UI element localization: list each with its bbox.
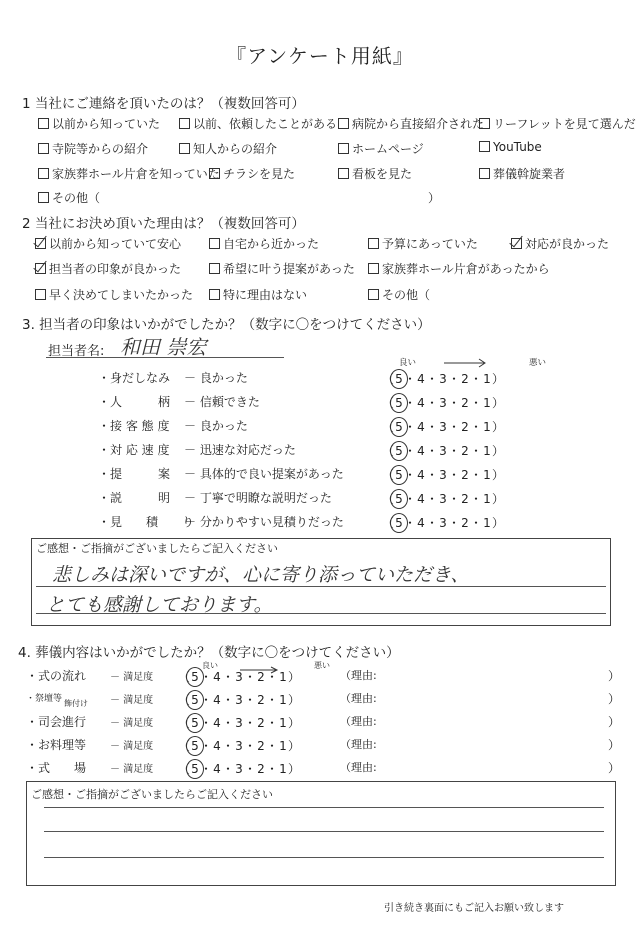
scale-dot: ・ (448, 420, 461, 434)
rating-2[interactable]: 2 (257, 762, 265, 776)
q3-rating-scale[interactable] (382, 417, 504, 437)
q3-row-description: － 良かった (184, 419, 248, 433)
scale-close-paren: ） (492, 420, 505, 434)
q1-option-label: 病院から直接紹介された (352, 117, 485, 131)
q4-reason-label: （理由: (340, 669, 377, 682)
rating-3[interactable]: 3 (439, 468, 447, 482)
q3-good-label: 良い (399, 358, 417, 368)
q1-option-label: ホームページ (352, 142, 424, 156)
q2-option-label: 予算にあっていた (382, 237, 478, 251)
scale-dot: ・ (426, 396, 439, 410)
scale-dot: ・ (426, 516, 439, 530)
scale-dot: ・ (222, 762, 235, 776)
checkbox[interactable] (179, 143, 190, 154)
rating-4[interactable]: 4 (417, 492, 425, 506)
q4-row-label-text: ・司会進行 (26, 715, 87, 729)
scale-dot: ・ (426, 492, 439, 506)
rating-3[interactable]: 3 (439, 420, 447, 434)
scale-dot: ・ (244, 716, 257, 730)
rating-3[interactable]: 3 (235, 670, 243, 684)
q3-row-description: － 丁寧で明瞭な説明だった (184, 491, 332, 505)
checkbox[interactable] (338, 143, 349, 154)
q4-rating-scale[interactable] (178, 667, 300, 687)
q4-row-label-text: ・祭壇等 (26, 694, 63, 704)
rating-5[interactable]: 5 (390, 441, 408, 461)
rating-2[interactable]: 2 (461, 516, 469, 530)
q4-reason-close: ） (608, 738, 621, 752)
q4-row-sublabel: 飾付け (64, 699, 89, 708)
rating-3[interactable]: 3 (235, 716, 243, 730)
rating-2[interactable]: 2 (461, 468, 469, 482)
staff-label: 担当者名: (48, 344, 105, 359)
rating-5[interactable]: 5 (390, 393, 408, 413)
q2-option-label: 自宅から近かった (223, 237, 320, 251)
q4-reason-label: （理由: (340, 761, 377, 774)
scale-dot: ・ (200, 693, 213, 707)
q2-option[interactable] (35, 286, 193, 303)
q4-bad-label: 悪い (314, 661, 330, 670)
rating-3[interactable]: 3 (235, 739, 243, 753)
q4-comment-rule-3 (44, 857, 604, 858)
rating-4[interactable]: 4 (213, 716, 221, 730)
scale-open-paren: （ (382, 372, 395, 386)
checkbox[interactable] (479, 118, 490, 129)
scale-dot: ・ (222, 716, 235, 730)
rating-2[interactable]: 2 (461, 372, 469, 386)
scale-close-paren: ） (492, 516, 505, 530)
scale-open-paren: （ (178, 693, 191, 707)
rating-1[interactable]: 1 (279, 670, 287, 684)
q1-other-close: ） (428, 191, 441, 205)
q2-option-label: 対応が良かった (525, 237, 610, 251)
scale-dot: ・ (266, 762, 279, 776)
q2-option-label: その他（ (382, 288, 431, 302)
q2-option[interactable] (35, 260, 181, 277)
checkbox[interactable] (368, 263, 379, 274)
scale-dot: ・ (404, 492, 417, 506)
checkbox[interactable] (479, 141, 490, 152)
q1-heading: 1 当社にご連絡を頂いたのは？（複数回答可） (22, 96, 305, 112)
q4-reason-close: ） (608, 715, 621, 729)
scale-dot: ・ (200, 716, 213, 730)
rating-3[interactable]: 3 (439, 372, 447, 386)
rating-5[interactable]: 5 (390, 513, 408, 533)
rating-2[interactable]: 2 (461, 420, 469, 434)
checkbox[interactable] (209, 238, 220, 249)
q1-option-label: 葬儀斡旋業者 (493, 167, 566, 181)
checkbox[interactable] (35, 263, 46, 274)
scale-dot: ・ (244, 670, 257, 684)
rating-2[interactable]: 2 (257, 716, 265, 730)
checkbox[interactable] (209, 263, 220, 274)
q4-row-label (26, 736, 86, 753)
q4-row-label (26, 667, 86, 684)
q4-satisfaction-label: － 満足度 (110, 718, 154, 729)
q2-option[interactable] (511, 235, 609, 252)
q4-row-label-text: ・お料理等 (26, 738, 87, 752)
scale-dot: ・ (404, 396, 417, 410)
checkbox[interactable] (368, 238, 379, 249)
q1-option[interactable] (38, 115, 160, 132)
rating-1[interactable]: 1 (483, 396, 491, 410)
q4-row-label (26, 759, 86, 776)
rating-5[interactable]: 5 (390, 369, 408, 389)
q3-comment-line-1: 悲しみは深いですが、心に寄り添っていただき、 (52, 564, 470, 586)
rating-1[interactable]: 1 (279, 716, 287, 730)
checkbox[interactable] (368, 289, 379, 300)
q2-option-label: 家族葬ホール片倉があったから (382, 262, 550, 276)
q4-satisfaction-label: － 満足度 (110, 695, 154, 706)
q2-option[interactable] (209, 235, 319, 252)
checkbox[interactable] (38, 118, 49, 129)
rating-3[interactable]: 3 (235, 762, 243, 776)
q2-option-label: 以前から知っていて安心 (49, 237, 182, 251)
rating-5[interactable]: 5 (390, 417, 408, 437)
scale-dot: ・ (470, 516, 483, 530)
q4-comment-rule-2 (44, 831, 604, 832)
scale-close-paren: ） (288, 670, 301, 684)
scale-dot: ・ (448, 372, 461, 386)
q1-option[interactable] (338, 165, 412, 182)
scale-close-paren: ） (288, 739, 301, 753)
scale-open-paren: （ (178, 716, 191, 730)
scale-dot: ・ (448, 396, 461, 410)
scale-dot: ・ (470, 420, 483, 434)
q3-comment-line-2: とても感謝しております。 (46, 594, 273, 616)
scale-close-paren: ） (492, 492, 505, 506)
rating-1[interactable]: 1 (279, 739, 287, 753)
rating-4[interactable]: 4 (213, 762, 221, 776)
q2-option-label: 特に理由はない (223, 288, 308, 302)
scale-dot: ・ (426, 420, 439, 434)
q1-option[interactable] (38, 189, 100, 206)
q1-option-label: その他（ (52, 191, 101, 205)
q2-option-label: 早く決めてしまいたかった (49, 288, 194, 302)
rating-2[interactable]: 2 (461, 444, 469, 458)
rating-3[interactable]: 3 (235, 693, 243, 707)
scale-dot: ・ (448, 444, 461, 458)
q1-option[interactable] (479, 165, 565, 182)
q4-heading: 4. 葬儀内容はいかがでしたか？（数字に〇をつけてください） (18, 645, 400, 661)
q4-satisfaction-label: － 満足度 (110, 672, 154, 683)
q3-row-label: ・人 柄 (98, 395, 171, 409)
q1-option[interactable] (38, 165, 220, 182)
q4-rating-scale[interactable] (178, 736, 300, 756)
q3-heading: 3. 担当者の印象はいかがでしたか？（数字に〇をつけてください） (22, 317, 431, 333)
scale-dot: ・ (404, 420, 417, 434)
scale-close-paren: ） (288, 693, 301, 707)
q3-row-label: ・提 案 (98, 467, 171, 481)
checkbox[interactable] (479, 168, 490, 179)
q1-option[interactable] (179, 115, 337, 132)
q1-option-label: 看板を見た (352, 167, 413, 181)
rating-4[interactable]: 4 (417, 396, 425, 410)
scale-close-paren: ） (288, 716, 301, 730)
rating-3[interactable]: 3 (439, 444, 447, 458)
rating-2[interactable]: 2 (257, 739, 265, 753)
rating-4[interactable]: 4 (417, 468, 425, 482)
rating-5[interactable]: 5 (390, 465, 408, 485)
q4-reason-label: （理由: (340, 738, 377, 751)
q1-option-label: リーフレットを見て選んだ (493, 117, 636, 131)
scale-dot: ・ (426, 468, 439, 482)
q4-comment-rule-1 (44, 807, 604, 808)
checkbox[interactable] (35, 289, 46, 300)
scale-dot: ・ (470, 396, 483, 410)
scale-open-paren: （ (178, 739, 191, 753)
scale-dot: ・ (266, 670, 279, 684)
scale-dot: ・ (404, 516, 417, 530)
scale-dot: ・ (470, 444, 483, 458)
scale-close-paren: ） (492, 396, 505, 410)
q2-option[interactable] (35, 235, 181, 252)
q4-reason-close: ） (608, 692, 621, 706)
checkbox[interactable] (38, 143, 49, 154)
staff-underline (46, 357, 284, 358)
rating-4[interactable]: 4 (417, 372, 425, 386)
checkbox[interactable] (209, 289, 220, 300)
rating-1[interactable]: 1 (483, 372, 491, 386)
q3-row-description: － 具体的で良い提案があった (184, 467, 344, 481)
rating-4[interactable]: 4 (417, 444, 425, 458)
scale-close-paren: ） (492, 468, 505, 482)
checkbox[interactable] (338, 168, 349, 179)
q3-row-description: － 分かりやすい見積りだった (184, 515, 344, 529)
scale-dot: ・ (266, 693, 279, 707)
q3-row-label: ・身だしなみ (98, 371, 171, 385)
rating-1[interactable]: 1 (279, 762, 287, 776)
scale-open-paren: （ (382, 516, 395, 530)
checkbox[interactable] (179, 118, 190, 129)
scale-dot: ・ (222, 739, 235, 753)
q2-option[interactable] (209, 286, 307, 303)
scale-close-paren: ） (492, 372, 505, 386)
q4-rating-scale[interactable] (178, 690, 300, 710)
q3-rating-scale[interactable] (382, 393, 504, 413)
q1-option-label: チラシを見た (223, 167, 296, 181)
q3-rating-scale[interactable] (382, 489, 504, 509)
q4-satisfaction-label: － 満足度 (110, 764, 154, 775)
rating-3[interactable]: 3 (439, 516, 447, 530)
staff-name: 和田 崇宏 (120, 335, 207, 359)
q3-arrow-icon (444, 353, 488, 363)
q1-option[interactable] (209, 165, 295, 182)
q1-option[interactable] (338, 115, 484, 132)
q1-option[interactable] (179, 140, 277, 157)
scale-dot: ・ (200, 739, 213, 753)
q3-rating-scale[interactable] (382, 369, 504, 389)
scale-dot: ・ (244, 762, 257, 776)
rating-1[interactable]: 1 (483, 420, 491, 434)
q4-satisfaction-text: 満足度 (123, 718, 154, 729)
rating-4[interactable]: 4 (417, 516, 425, 530)
rating-2[interactable]: 2 (461, 396, 469, 410)
rating-3[interactable]: 3 (439, 492, 447, 506)
scale-dot: ・ (448, 468, 461, 482)
scale-dot: ・ (470, 468, 483, 482)
rating-3[interactable]: 3 (439, 396, 447, 410)
q4-comment-label: ご感想・ご指摘がございましたらご記入ください (31, 788, 273, 801)
checkbox[interactable] (209, 168, 220, 179)
q2-option[interactable] (209, 260, 355, 277)
q2-option-label: 担当者の印象が良かった (49, 262, 182, 276)
q1-option[interactable] (479, 140, 542, 154)
q2-option[interactable] (368, 286, 430, 303)
q3-rating-scale[interactable] (382, 465, 504, 485)
rating-4[interactable]: 4 (417, 420, 425, 434)
q4-reason-close: ） (608, 761, 621, 775)
q3-row-label: ・接 客 態 度 (98, 419, 170, 433)
q3-row-label: ・対 応 速 度 (98, 443, 170, 457)
scale-dot: ・ (404, 372, 417, 386)
q1-option-label: 知人からの紹介 (193, 142, 278, 156)
scale-dot: ・ (244, 739, 257, 753)
q4-good-label: 良い (202, 661, 218, 670)
rating-1[interactable]: 1 (279, 693, 287, 707)
rating-4[interactable]: 4 (213, 693, 221, 707)
scale-dot: ・ (222, 670, 235, 684)
checkbox[interactable] (38, 168, 49, 179)
scale-dot: ・ (222, 693, 235, 707)
rating-4[interactable]: 4 (213, 739, 221, 753)
q1-option[interactable] (38, 140, 148, 157)
q4-row-label-text: ・式の流れ (26, 669, 87, 683)
q3-comment-label: ご感想・ご指摘がございましたらご記入ください (36, 542, 278, 555)
q1-option-label: 寺院等からの紹介 (52, 142, 149, 156)
q1-option-label: 以前、依頼したことがある (193, 117, 338, 131)
rating-1[interactable]: 1 (483, 444, 491, 458)
scale-dot: ・ (470, 492, 483, 506)
scale-close-paren: ） (492, 444, 505, 458)
scale-dot: ・ (266, 739, 279, 753)
q4-row-label-text: ・式 場 (26, 761, 87, 775)
scale-dot: ・ (448, 516, 461, 530)
q4-satisfaction-label: － 満足度 (110, 741, 154, 752)
q2-heading: 2 当社にお決め頂いた理由は？（複数回答可） (22, 216, 305, 232)
scale-dot: ・ (266, 716, 279, 730)
q3-bad-label: 悪い (529, 358, 547, 368)
rating-1[interactable]: 1 (483, 516, 491, 530)
scale-open-paren: （ (382, 420, 395, 434)
scale-open-paren: （ (382, 444, 395, 458)
scale-dot: ・ (448, 492, 461, 506)
q4-reason-close: ） (608, 669, 621, 683)
q4-rating-scale[interactable] (178, 713, 300, 733)
q4-reason-label: （理由: (340, 692, 377, 705)
scale-dot: ・ (200, 762, 213, 776)
checkbox[interactable] (35, 238, 46, 249)
q3-row-label: ・見 積 り (98, 515, 195, 529)
scale-open-paren: （ (382, 468, 395, 482)
q4-satisfaction-text: 満足度 (123, 764, 154, 775)
scale-dot: ・ (426, 444, 439, 458)
scale-dot: ・ (404, 468, 417, 482)
q2-option[interactable] (368, 235, 478, 252)
rating-5[interactable]: 5 (390, 489, 408, 509)
rating-5[interactable]: 5 (186, 667, 204, 687)
q3-row-description: － 迅速な対応だった (184, 443, 296, 457)
q4-rating-scale[interactable] (178, 759, 300, 779)
checkbox[interactable] (38, 192, 49, 203)
q4-satisfaction-text: 満足度 (123, 672, 154, 683)
q3-row-label: ・説 明 (98, 491, 171, 505)
rating-5[interactable]: 5 (186, 713, 204, 733)
q4-arrow-icon (240, 659, 280, 667)
scale-close-paren: ） (288, 762, 301, 776)
rating-1[interactable]: 1 (483, 492, 491, 506)
q4-row-label (26, 690, 89, 708)
rating-5[interactable]: 5 (186, 759, 204, 779)
checkbox[interactable] (338, 118, 349, 129)
scale-dot: ・ (244, 693, 257, 707)
scale-open-paren: （ (382, 492, 395, 506)
q1-option-label: 以前から知っていた (52, 117, 161, 131)
q1-option[interactable] (338, 140, 424, 157)
q4-satisfaction-text: 満足度 (123, 695, 154, 706)
rating-1[interactable]: 1 (483, 468, 491, 482)
q4-reason-label: （理由: (340, 715, 377, 728)
q2-option-label: 希望に叶う提案があった (223, 262, 355, 276)
q4-row-label (26, 713, 86, 730)
scale-open-paren: （ (178, 670, 191, 684)
q2-option[interactable] (368, 260, 550, 277)
rating-2[interactable]: 2 (461, 492, 469, 506)
footer-note: 引き続き裏面にもご記入お願い致します (384, 903, 564, 914)
scale-dot: ・ (200, 670, 213, 684)
q3-rating-scale[interactable] (382, 441, 504, 461)
rating-5[interactable]: 5 (186, 690, 204, 710)
q4-satisfaction-text: 満足度 (123, 741, 154, 752)
rating-5[interactable]: 5 (186, 736, 204, 756)
q3-row-description: － 信頼できた (184, 395, 260, 409)
checkbox[interactable] (511, 238, 522, 249)
q3-rating-scale[interactable] (382, 513, 504, 533)
q1-option-label: YouTube (493, 140, 542, 154)
scale-open-paren: （ (178, 762, 191, 776)
scale-dot: ・ (426, 372, 439, 386)
rating-2[interactable]: 2 (257, 693, 265, 707)
scale-dot: ・ (404, 444, 417, 458)
scale-dot: ・ (470, 372, 483, 386)
rating-4[interactable]: 4 (213, 670, 221, 684)
q3-row-description: － 良かった (184, 371, 248, 385)
q1-option[interactable] (479, 115, 636, 132)
page-title: 『アンケート用紙』 (226, 44, 414, 68)
q1-option-label: 家族葬ホール片倉を知っていた (52, 167, 220, 181)
scale-open-paren: （ (382, 396, 395, 410)
rating-2[interactable]: 2 (257, 670, 265, 684)
